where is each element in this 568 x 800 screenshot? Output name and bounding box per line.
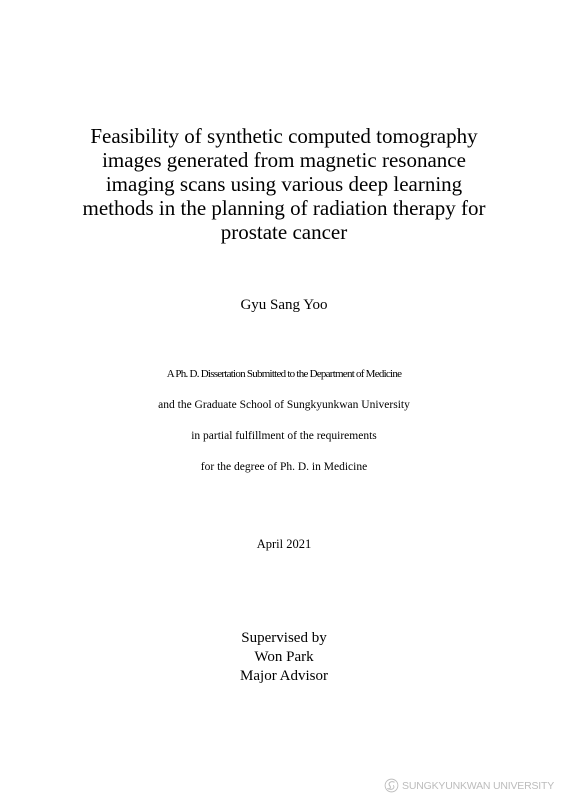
watermark-text: SUNGKYUNKWAN UNIVERSITY — [402, 779, 554, 792]
author-name: Gyu Sang Yoo — [240, 297, 328, 313]
submission-date: April 2021 — [256, 537, 312, 551]
submission-line: A Ph. D. Dissertation Submitted to the Department of Medicine — [166, 368, 402, 380]
supervision-line: Won Park — [254, 649, 314, 665]
submission-line: in partial fulfillment of the requirements — [191, 430, 377, 442]
title-line: imaging scans using various deep learning — [105, 172, 463, 196]
submission-line: and the Graduate School of Sungkyunkwan University — [158, 399, 410, 411]
supervision-line: Supervised by — [241, 630, 327, 646]
title-line: Feasibility of synthetic computed tomography — [90, 124, 478, 148]
title-line: images generated from magnetic resonance — [102, 148, 466, 172]
title-line: prostate cancer — [220, 220, 348, 244]
thesis-title — [40, 124, 528, 244]
title-line: methods in the planning of radiation therapy for — [82, 196, 486, 220]
supervision-line: Major Advisor — [240, 668, 328, 684]
university-watermark — [384, 778, 554, 793]
university-emblem-icon — [384, 778, 399, 793]
supervision-block — [0, 629, 568, 686]
submission-line: for the degree of Ph. D. in Medicine — [200, 461, 368, 473]
submission-statement — [0, 367, 568, 491]
